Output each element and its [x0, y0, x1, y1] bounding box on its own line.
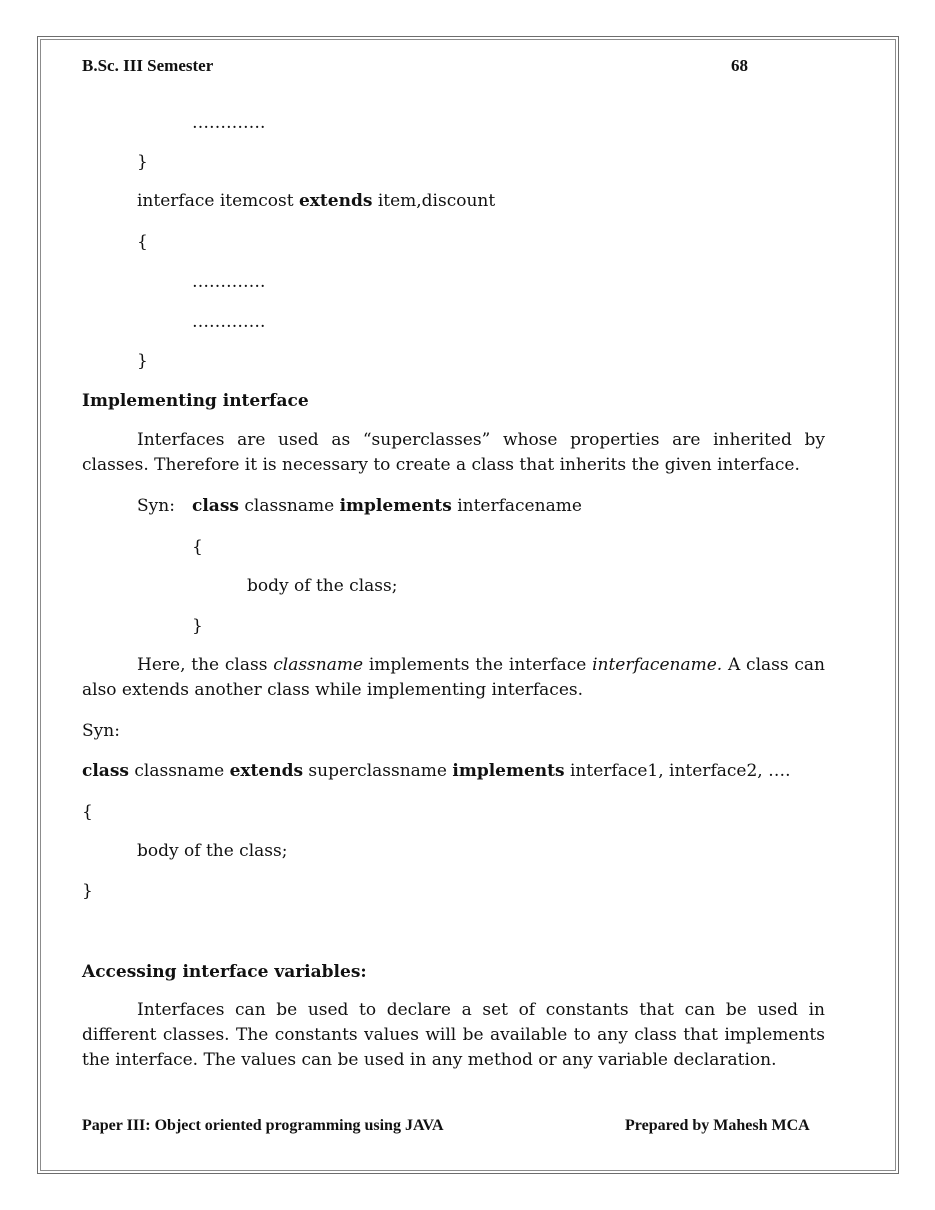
- code-brace-close: }: [137, 152, 148, 172]
- syntax-extends-implements-line: class classname extends superclassname implements interface1, interface2, ….: [82, 761, 791, 781]
- code-interface-declaration: interface itemcost extends item,discount: [137, 191, 496, 211]
- code-brace-close: }: [137, 351, 148, 371]
- syntax-implements-line: class classname implements interfacename: [192, 496, 582, 516]
- syntax-brace-close: }: [82, 881, 93, 901]
- code-brace-open: {: [137, 232, 148, 252]
- footer-author: Prepared by Mahesh MCA: [625, 1117, 810, 1134]
- syntax-body: body of the class;: [137, 841, 288, 861]
- paragraph-here-the-class: Here, the class classname implements the interface interfacename. A class can also extends another class while implementing interfaces.: [82, 655, 825, 700]
- code-ellipsis: ………….: [192, 272, 266, 292]
- code-ellipsis: ………….: [192, 113, 266, 133]
- paragraph-constants: Interfaces can be used to declare a set of constants that can be used in different classes. The constants values will be available to any class that implements the interface. The values can be used in any method or any variable declaration.: [82, 1000, 825, 1070]
- paragraph-superclasses: Interfaces are used as “superclasses” whose properties are inherited by classes. Therefore it is necessary to create a class that inherits the given interface.: [82, 430, 825, 475]
- syntax-label: Syn:: [82, 721, 120, 741]
- syntax-body: body of the class;: [247, 576, 398, 596]
- section-heading-accessing: Accessing interface variables:: [82, 962, 367, 982]
- header-course: B.Sc. III Semester: [82, 56, 214, 75]
- header-page-number: 68: [731, 56, 748, 75]
- syntax-brace-open: {: [82, 802, 93, 822]
- footer-paper-title: Paper III: Object oriented programming using JAVA: [82, 1117, 444, 1134]
- syntax-brace-close: }: [192, 616, 203, 636]
- syntax-label: Syn:: [137, 496, 175, 516]
- syntax-brace-open: {: [192, 537, 203, 557]
- code-ellipsis: ………….: [192, 312, 266, 332]
- section-heading-implementing: Implementing interface: [82, 391, 309, 411]
